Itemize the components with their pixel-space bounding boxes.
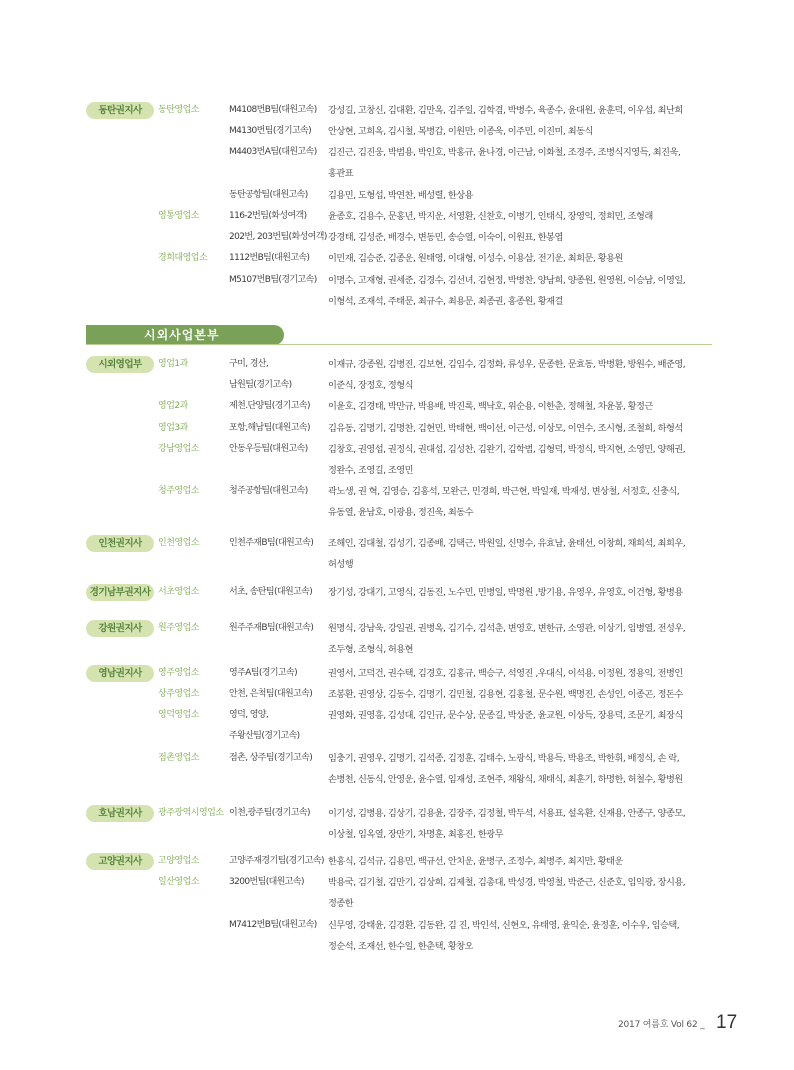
staff-names	[328, 270, 742, 312]
team-label	[229, 803, 325, 824]
names-line: 강경태, 김성준, 배경수, 변동민, 송승열, 이숙이, 이원표, 한봉엽	[328, 232, 563, 244]
office-label: 강남영업소	[158, 443, 199, 454]
section-title: 시외사업본부	[86, 325, 284, 345]
team-label	[229, 100, 325, 121]
team-label	[229, 618, 325, 639]
office-label: 상주영업소	[158, 689, 199, 700]
staff-names	[328, 121, 742, 142]
staff-names	[328, 439, 742, 481]
team-line: 202번, 203번팀(화성여객)	[229, 232, 327, 243]
names-line: 김용민, 도형섭, 박연찬, 배성렬, 한상용	[328, 189, 473, 201]
region-badge: 시외영업부	[86, 356, 154, 373]
staff-names	[328, 481, 742, 523]
team-line: 116-2번팀(화성여객)	[229, 211, 307, 221]
staff-names	[328, 206, 742, 227]
staff-names	[328, 684, 742, 705]
team-line: 원주주재B팀(대원고속)	[229, 623, 314, 633]
names-line: 권영화, 권영흥, 김성대, 김인규, 문수상, 문종길, 박상준, 윤교원, 이상득, 장용덕, 조문기, 최장식	[328, 710, 683, 722]
names-line: 이기성, 김병용, 김상기, 김용윤, 김장주, 김정철, 박두석, 서용표, 설옥환, 신재용, 안종구, 양종모,	[328, 808, 686, 819]
team-line: 영주A팀(경기고속)	[229, 668, 298, 678]
region-badge: 고양권지사	[86, 853, 154, 870]
staff-names	[328, 418, 742, 439]
region-badge: 동탄권지사	[86, 102, 154, 119]
staff-names	[328, 582, 742, 603]
team-line: 청주공항팀(대원고속)	[229, 486, 308, 497]
names-line: 허성행	[328, 559, 354, 570]
staff-names	[328, 354, 742, 396]
office-label: 고양영업소	[158, 856, 199, 866]
names-line: 곽노생, 권 혁, 김영승, 김홍석, 모완근, 민경희, 박근현, 박일재, 박재성, 변상철, 서정호, 신충식,	[328, 486, 680, 498]
team-line: M7412번B팀(대원고속)	[229, 919, 317, 930]
names-line: 손병천, 신동식, 안영운, 윤수열, 임재성, 조현주, 채왕식, 채태식, 최훈기, 하명한, 허철수, 황병원	[328, 773, 683, 785]
names-line: 조두형, 조형식, 허용현	[328, 644, 414, 655]
team-label	[229, 663, 325, 684]
staff-names	[328, 851, 742, 872]
names-line: 윤종호, 김용수, 문홍년, 박지운, 서영환, 신찬호, 이병기, 인태식, 장영익, 정희민, 조형래	[328, 211, 653, 222]
office-label: 영업1과	[158, 359, 188, 369]
names-line: 권영서, 고덕건, 권수택, 김경호, 김홍규, 백승구, 석영진 ,우대식, 이석용, 이정원, 정용익, 전병인	[328, 668, 683, 679]
team-line: 서초, 송탄팀(대원고속)	[229, 587, 313, 597]
names-line: 이상철, 임옥열, 장만기, 차명훈, 최홍진, 한광무	[328, 829, 503, 840]
team-label	[229, 684, 325, 705]
staff-names	[328, 100, 742, 121]
team-line: 동탄공항팀(대원고속)	[229, 189, 308, 200]
staff-names	[328, 185, 742, 206]
names-line: 이명수, 고재형, 권세준, 김경수, 김선녀, 김현정, 박병찬, 양남희, 양종원, 원영원, 이승남, 이영일,	[328, 274, 686, 286]
team-line: 제천.단양팀(경기고속)	[229, 401, 310, 412]
names-line: 이윤호, 김경태, 박만규, 박용배, 박진록, 백낙호, 위순용, 이한춘, 정해철, 차윤봉, 황정근	[328, 401, 653, 413]
team-label	[229, 851, 325, 872]
staff-names	[328, 396, 742, 417]
team-label	[229, 270, 325, 291]
office-label: 영통영업소	[158, 211, 199, 221]
names-line: 임충기, 권영우, 김명기, 김석종, 김정훈, 김태수, 노광식, 박용득, 박용조, 박한휘, 배정식, 손 락,	[328, 752, 680, 764]
team-label	[229, 439, 325, 460]
team-label	[229, 705, 325, 747]
team-line: 포항,해남팀(대원고속)	[229, 422, 310, 433]
team-line: 안천, 은척팀(대원고속)	[229, 689, 313, 700]
names-line: 김진근, 김진웅, 박범용, 박인호, 박홍규, 윤나경, 이근남, 이화철, 조경주, 조병식지영득, 최진욱,	[328, 147, 681, 159]
names-line: 이재규, 강종원, 김병진, 김보현, 김임수, 김정화, 류성우, 문종한, 문효동, 박병환, 방원수, 배준영,	[328, 359, 686, 370]
team-line: 남원팀(경기고속)	[229, 380, 292, 390]
region-badge: 인천권지사	[86, 535, 154, 552]
staff-names	[328, 872, 742, 914]
team-line: M5107번B팀(경기고속)	[229, 274, 317, 285]
office-label: 광주광역시영업소	[158, 808, 224, 818]
names-line: 신무영, 강태윤, 김경환, 김동완, 김 진, 박인석, 신현오, 유태영, 윤익순, 윤정훈, 이수우, 임승택,	[328, 919, 680, 931]
names-line: 박용국, 김기철, 김만기, 김상희, 김제철, 김총대, 박성경, 박영철, 박준근, 신준호, 임익광, 장시용,	[328, 877, 686, 889]
names-line: 정종한	[328, 898, 354, 910]
team-line: 주왕산팀(경기고속)	[229, 731, 300, 742]
team-label	[229, 142, 325, 163]
region-badge: 강원권지사	[86, 620, 154, 637]
names-line: 안상현, 고희옥, 김시철, 복병갑, 이원만, 이종욱, 이주민, 이진미, 최동식	[328, 126, 593, 138]
staff-names	[328, 915, 742, 957]
footer-issue: 2017 여름호 Vol 62 _	[618, 1020, 705, 1030]
names-line: 유동열, 윤남호, 이광용, 정진욱, 최동수	[328, 507, 473, 519]
names-line: 이민재, 김승준, 김종운, 원태영, 이대형, 이성수, 이용삼, 전기운, 최희문, 황용원	[328, 253, 623, 265]
staff-names	[328, 663, 742, 684]
section-divider	[86, 344, 712, 345]
team-line: 3200번팀(대원고속)	[229, 877, 304, 888]
staff-names	[328, 705, 742, 726]
team-line: 인천주재B팀(대원고속)	[229, 538, 314, 548]
team-line: 이천,광주팀(경기고속)	[229, 808, 310, 818]
names-line: 홍관표	[328, 168, 354, 180]
team-line: M4108번B팀(대원고속)	[229, 105, 317, 115]
team-line: 1112번B팀(대원고속)	[229, 253, 310, 264]
team-label	[229, 748, 325, 769]
office-label: 원주영업소	[158, 623, 199, 633]
office-label: 영덕영업소	[158, 710, 199, 721]
staff-names	[328, 748, 742, 790]
office-label: 영주영업소	[158, 668, 199, 678]
staff-names	[328, 248, 742, 269]
team-label	[229, 418, 325, 439]
team-label	[229, 481, 325, 502]
names-line: 이준식, 장정호, 정형식	[328, 380, 414, 391]
names-line: 이형석, 조재석, 주태문, 최규수, 최용문, 최종권, 홍종원, 황재걸	[328, 295, 563, 307]
region-badge: 경기남부권지사	[86, 584, 154, 601]
office-label: 서초영업소	[158, 587, 199, 597]
names-line: 강성길, 고창신, 김대환, 김만옥, 김주일, 김학겸, 박병수, 육종수, 윤대원, 윤훈덕, 이우섭, 최난희	[328, 105, 683, 116]
team-line: 구미, 경산,	[229, 359, 269, 369]
team-label	[229, 533, 325, 554]
office-label: 일산영업소	[158, 877, 199, 888]
team-line: 안동우등팀(대원고속)	[229, 443, 308, 454]
names-line: 김유동, 김명기, 김명찬, 김현민, 박태현, 백이선, 이근성, 이상모, 이연수, 조시형, 조철희, 하형석	[328, 422, 683, 434]
team-line: 고양주재경기팀(경기고속)	[229, 856, 324, 866]
team-label	[229, 227, 325, 248]
names-line: 정순석, 조재선, 한수일, 한춘택, 황창오	[328, 940, 473, 952]
team-line: 점촌, 상주팀(경기고속)	[229, 752, 313, 763]
team-label	[229, 185, 325, 206]
team-line: 영덕, 영양,	[229, 710, 269, 721]
team-label	[229, 354, 325, 396]
office-label: 영업2과	[158, 401, 188, 412]
team-line: M4403번A팀(대원고속)	[229, 147, 317, 158]
page-number: 17	[716, 1012, 738, 1033]
region-badge: 영남권지사	[86, 665, 154, 682]
team-label	[229, 206, 325, 227]
office-label: 영업3과	[158, 422, 188, 433]
team-label	[229, 915, 325, 936]
team-label	[229, 872, 325, 893]
team-label	[229, 248, 325, 269]
names-line: 조봉환, 권영상, 김동수, 김명기, 김민철, 김용현, 김홍철, 문수원, 백명진, 손성인, 이종곤, 정돈수	[328, 689, 683, 701]
team-line: M4130번팀(경기고속)	[229, 126, 312, 137]
office-label: 인천영업소	[158, 538, 199, 548]
staff-names	[328, 227, 742, 248]
names-line: 김창호, 권영섭, 권정식, 권대섭, 김성찬, 김완기, 김학범, 김형덕, 박정식, 박지현, 소영민, 양해권,	[328, 443, 686, 455]
names-line: 정완수, 조영길, 조영민	[328, 464, 414, 476]
team-label	[229, 582, 325, 603]
names-line: 장기성, 강대기, 고영식, 김동진, 노수민, 민병일, 박명원 ,방기용, 유영우, 유영호, 이건형, 황병용	[328, 587, 683, 598]
team-label	[229, 396, 325, 417]
names-line: 원명식, 강남욱, 강일권, 권병옥, 김기수, 김석춘, 변영호, 변한규, 소영관, 이상기, 임병열, 전성우,	[328, 623, 686, 634]
team-label	[229, 121, 325, 142]
staff-names	[328, 533, 742, 575]
names-line: 한홍식, 김석규, 김용민, 백규선, 안치운, 윤병구, 조정수, 최병주, 최지만, 황태운	[328, 856, 623, 867]
staff-names	[328, 142, 742, 184]
staff-names	[328, 803, 742, 845]
office-label: 점촌영업소	[158, 752, 199, 763]
office-label: 동탄영업소	[158, 105, 199, 115]
office-label: 청주영업소	[158, 486, 199, 497]
office-label: 경희대영업소	[158, 253, 208, 264]
names-line: 조해인, 김대철, 김성기, 김종배, 김택근, 박원일, 신명수, 유효남, 윤태선, 이창희, 채희석, 최희우,	[328, 538, 686, 549]
region-badge: 호남권지사	[86, 805, 154, 822]
staff-names	[328, 618, 742, 660]
